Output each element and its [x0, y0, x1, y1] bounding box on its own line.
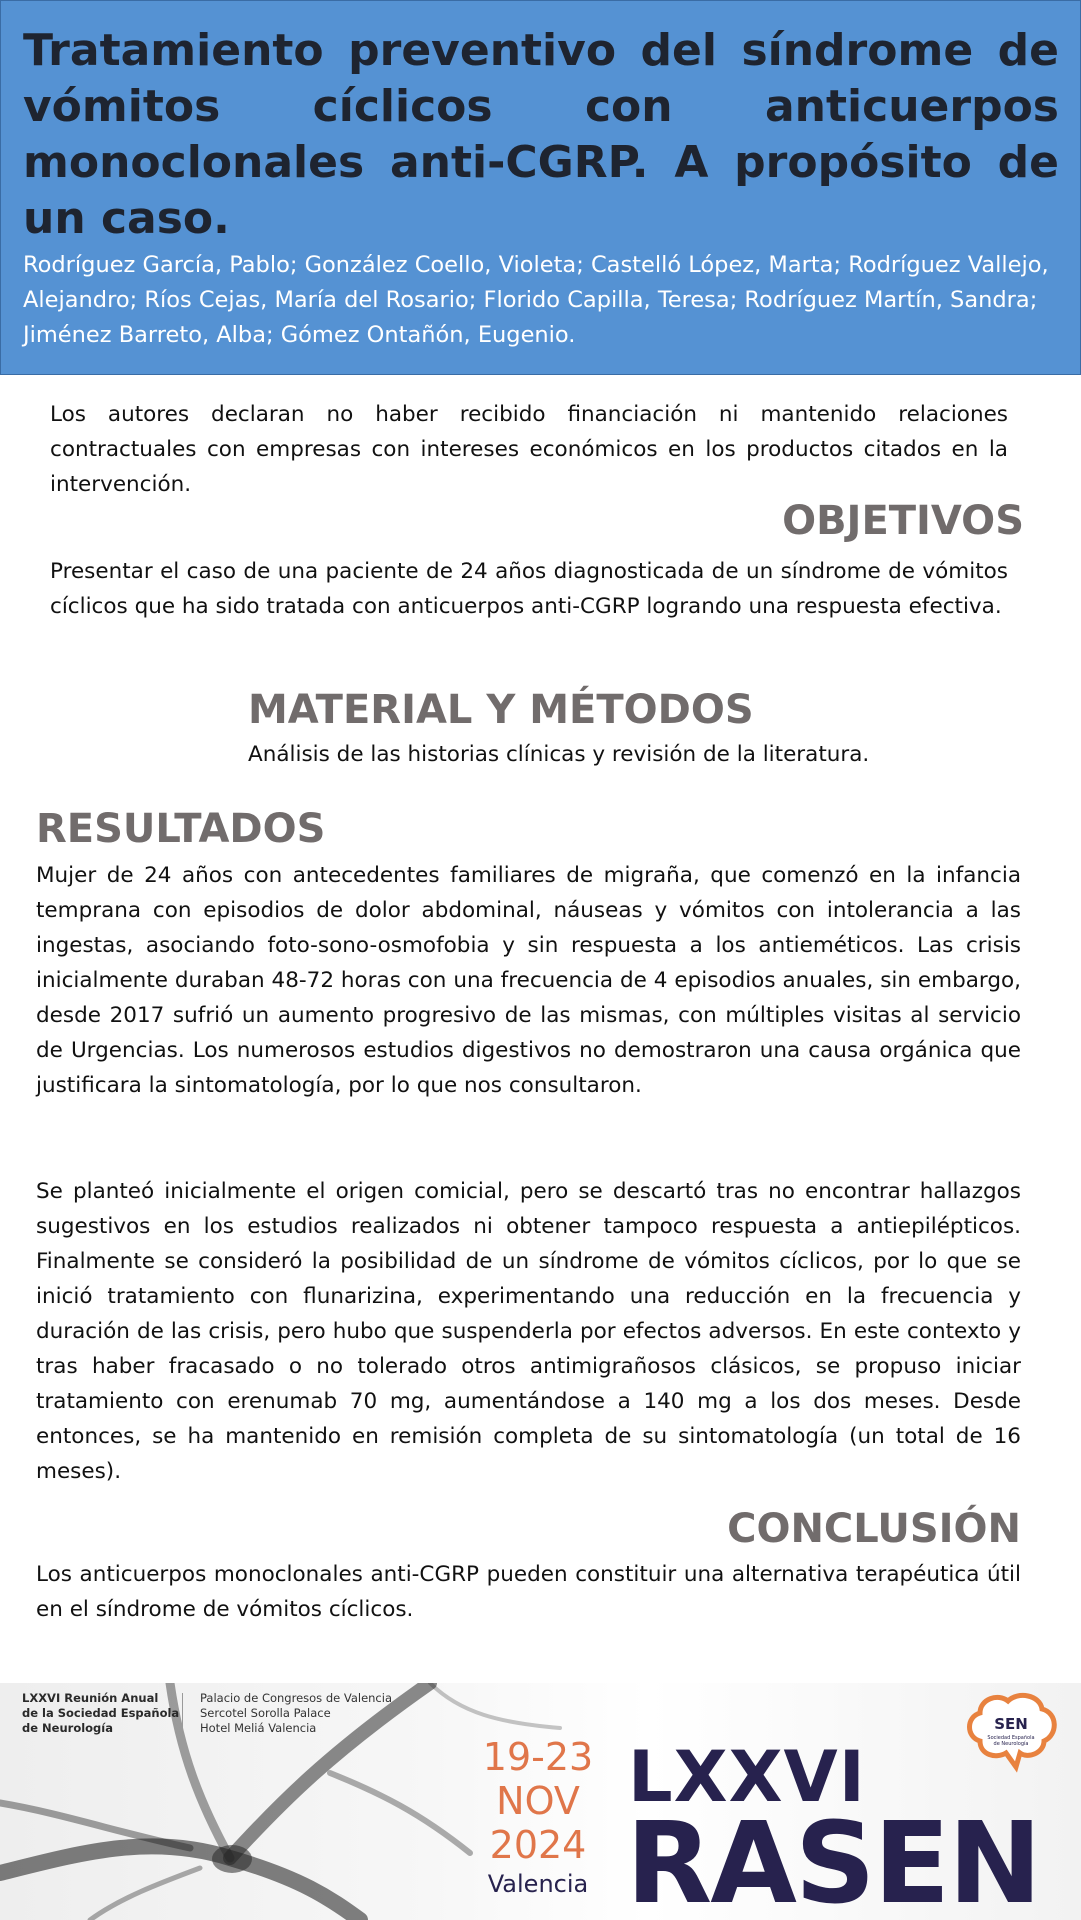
- event-city: Valencia: [487, 1870, 589, 1898]
- sen-brain-logo: [962, 1689, 1060, 1773]
- author-list: Rodríguez García, Pablo; González Coello, Violeta; Castelló López, Marta; Rodríguez Vallejo, Alejandro; Ríos Cejas, María del Rosario; Florido Capilla, Teresa; Rodríguez Martín, Sandra; Jiménez Barreto, Alba; Gómez Ontañón, Eugenio.: [23, 252, 1049, 348]
- event-dates: [478, 1735, 598, 1867]
- venue-line: Hotel Meliá Valencia: [200, 1721, 317, 1735]
- poster-title: Tratamiento preventivo del síndrome de vómitos cíclicos con anticuerpos monoclonales anti-CGRP. A propósito de un caso.: [23, 25, 1059, 244]
- event-days: 19-23: [482, 1735, 594, 1779]
- venue-list: [200, 1691, 440, 1736]
- venue-line: Sercotel Sorolla Palace: [200, 1706, 331, 1720]
- objetivos-text: Presentar el caso de una paciente de 24 años diagnosticada de un síndrome de vómitos cíclicos que ha sido tratada con anticuerpos anti-CGRP logrando una respuesta efectiva.: [50, 559, 1008, 619]
- funding-disclosure: Los autores declaran no haber recibido financiación ni mantenido relaciones contractuales con empresas con intereses económicos en los productos citados en la intervención.: [50, 402, 1008, 497]
- organizer-name: [22, 1691, 182, 1736]
- event-year: 2024: [489, 1823, 587, 1867]
- material-heading: MATERIAL Y MÉTODOS: [248, 687, 754, 733]
- sen-logo-sub-1: Sociedad Española: [987, 1735, 1035, 1741]
- conclusion-text: Los anticuerpos monoclonales anti-CGRP pueden constituir una alternativa terapéutica útil en el síndrome de vómitos cíclicos.: [36, 1562, 1021, 1622]
- resultados-paragraph-1: Mujer de 24 años con antecedentes familiares de migraña, que comenzó en la infancia temprana con episodios de dolor abdominal, náuseas y vómitos con intolerancia a las ingestas, asociando foto-sono-osmofobia y sin respuesta a los antieméticos. Las crisis inicialmente duraban 48-72 horas con una frecuencia de 4 episodios anuales, sin embargo, desde 2017 sufrió un aumento progresivo de las mismas, con múltiples visitas al servicio de Urgencias. Los numerosos estudios digestivos no demostraron una causa orgánica que justificara la sintomatología, por lo que nos consultaron.: [36, 863, 1021, 1098]
- material-text: Análisis de las historias clínicas y revisión de la literatura.: [248, 742, 870, 767]
- resultados-paragraph-2: Se planteó inicialmente el origen comicial, pero se descartó tras no encontrar hallazgos sugestivos en los estudios realizados ni obtener tampoco respuesta a antiepilépticos. Finalmente se consideró la posibilidad de un síndrome de vómitos cíclicos, por lo que se inició tratamiento con flunarizina, experimentando una reducción en la frecuencia y duración de las crisis, pero hubo que suspenderla por efectos adversos. En este contexto y tras haber fracasado o no tolerado otros antimigrañosos clásicos, se propuso iniciar tratamiento con erenumab 70 mg, aumentándose a 140 mg a los dos meses. Desde entonces, se ha mantenido en remisión completa de su sintomatología (un total de 16 meses).: [36, 1179, 1021, 1484]
- conclusion-heading: CONCLUSIÓN: [727, 1506, 1021, 1552]
- organizer-line: de Neurología: [22, 1721, 113, 1735]
- organizer-line: LXXVI Reunión Anual: [22, 1691, 159, 1705]
- venue-line: Palacio de Congresos de Valencia: [200, 1691, 393, 1705]
- footer-divider: [182, 1693, 183, 1733]
- sen-logo-abbr: SEN: [994, 1715, 1028, 1733]
- title-banner: [0, 0, 1081, 375]
- sen-logo-sub-2: de Neurología: [993, 1741, 1029, 1747]
- congress-footer-banner: [0, 1683, 1081, 1920]
- event-month: NOV: [496, 1779, 580, 1823]
- objetivos-heading: OBJETIVOS: [782, 498, 1024, 544]
- event-acronym: RASEN: [626, 1799, 1040, 1920]
- organizer-line: de la Sociedad Española: [22, 1706, 180, 1720]
- resultados-heading: RESULTADOS: [36, 806, 326, 852]
- edition-number: LXXVI: [628, 1736, 866, 1818]
